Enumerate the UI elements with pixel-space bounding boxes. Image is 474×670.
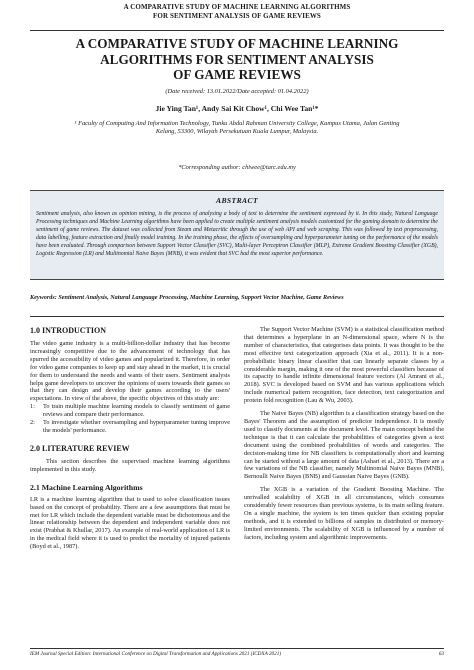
- objective-item: [30, 403, 230, 419]
- affiliation: ¹ Faculty of Computing And Information Technology, Tunku Abdul Rahman University College, Kampus Utama, Jalan Genting Kelang, 53300, Wilayah Persekutuan Kuala Lumpur, Malaysia.: [74, 120, 400, 136]
- title-line3: OF GAME REVIEWS: [173, 67, 301, 83]
- abstract-box: [30, 190, 444, 280]
- authors-line: Jie Ying Tan¹, Andy Sai Kit Chow¹, Chi Wee Tan¹*: [155, 104, 319, 113]
- objective-text: To investigate whether oversampling and hyperparameter tuning improve the models' performance.: [43, 419, 230, 434]
- keywords-divider: [30, 316, 444, 317]
- title-line2: ALGORITHMS FOR SENTIMENT ANALYSIS: [100, 51, 374, 67]
- objective-text: To train multiple machine learning models to classify sentiment of game reviews and compare their performance.: [43, 403, 230, 419]
- objective-number: 2:: [30, 419, 35, 427]
- corresponding-author: *Corresponding author: chiwee@tarc.edu.my: [178, 164, 296, 171]
- running-head: [0, 3, 474, 20]
- header-divider: [30, 30, 444, 31]
- paper-title: [0, 36, 474, 83]
- literature-paragraph: This section describes the supervised machine learning algorithms implemented in this study.: [30, 457, 230, 473]
- intro-heading: 1.0 INTRODUCTION: [30, 326, 107, 335]
- svm-paragraph: The Support Vector Machine (SVM) is a statistical classification method that determines a hyperplane in an N-dimensional space, where N is the number of characteristics, that categorises data points. It was thought to be the most effective text categorization approach (Xia et al., 2011). It is a non-probabilistic binary linear classifier that can linearly separate classes by a considerable margin, making it one of the most powerful classifiers because of its capacity to handle infinite dimensional feature vectors (Al Amrani et al., 2018). SVC is developed based on SVM and has various applications which include numerical pattern recognition, face detection, text categorization and protein fold recognition (Lau & Wu, 2003).: [244, 326, 444, 405]
- intro-paragraph: The video game industry is a multi-billion-dollar industry that has become increasingly competitive due to the advancement of technology that has spurred the accessibility of video games and popularized it. Therefore, in order for video game companies to keep up and stay ahead in the market, it is crucial for them to understand the needs and wants of their users. Sentiment analysis helps game developers to uncover the opinions of users towards their games so that they can design and develop their games according to the users' expectations. In view of the above, the specific objectives of this study are:: [30, 340, 230, 403]
- xgb-paragraph: The XGB is a variation of the Gradient Boosting Machine. The unrivalled scalability of XGB in all circumstances, which consumes considerably fewer resources than previous systems, is its main selling feature. On a single machine, the system is ten times quicker than existing popular methods, and it is extended to billions of samples in distributed or memory-limited environments. The scalability of XGB is influenced by a number of factors, including system and algorithmic improvements.: [244, 486, 444, 541]
- footer-divider: [30, 648, 444, 649]
- objective-item: [30, 419, 230, 435]
- literature-heading: 2.0 LITERATURE REVIEW: [30, 443, 130, 453]
- running-head-line2: FOR SENTIMENT ANALYSIS OF GAME REVIEWS: [153, 11, 321, 20]
- abstract-heading: ABSTRACT: [215, 196, 259, 205]
- naive-bayes-paragraph: The Naive Bayes (NB) algorithm is a classification strategy based on the Bayes' Theorem and the assumption of predictor independence. It is mostly used to classify documents at the document level. The main concept behind the technique is that it can calculate the probabilities of categories given a text document using the combined probabilities of words and categories. The decision-making time for NB classifiers is computationally short and learning can be started without a large amount of data (Ashari et al., 2013). There are a few variations of the NB classifier, namely Multinomial Naive Bayes (MNB), Bernoulli Naive Bayes (BNB) and Gaussian Naive Bayes (GNB).: [244, 410, 444, 481]
- keywords: Keywords: Sentiment Analysis, Natural Language Processing, Machine Learning, Support Vector Machine, Game Reviews: [30, 294, 344, 301]
- running-head-line1: A COMPARATIVE STUDY OF MACHINE LEARNING ALGORITHMS: [123, 3, 351, 11]
- footer-journal: IEM Journal Special Edition: International Conference on Digital Transformation and Applications 2021 (ICDXA 2021): [30, 651, 282, 657]
- title-line1: A COMPARATIVE STUDY OF MACHINE LEARNING: [75, 36, 399, 51]
- left-column: [30, 326, 230, 551]
- lr-paragraph: LR is a machine learning algorithm that is used to solve classification issues based on the concept of probability. There are a few assumptions that must be met for LR which include the dependent variable must be dichotomous and the linear relationship between the dependent and independent variable does not exist (Prabhat & Khullar, 2017). An example of real-world application of LR is in the medical field where it is used to predict the mortality of injured patients (Boyd et al., 1987).: [30, 495, 230, 551]
- abstract-text: Sentiment analysis, also known as opinion mining, is the process of analysing a body of text to determine the sentiment expressed by it. In this study, Natural Language Processing techniques and Machine Learning algorithms have been applied to create multiple sentiment analysis models customized for the gaming domain to determine the sentiment of game reviews. The dataset was collected from Steam and Metacritic through the use of web API and web scraping. This was followed by text preprocessing, data labelling, feature extraction and finally model training. In the training phase, the effects of oversampling and hyperparameter tuning on the performance of the models have been evaluated. Through comparison between Support Vector Classifier (SVC), Multi-layer Perceptron Classifier (MLP), Extreme Gradient Boosting Classifier (XGB), Logistic Regression (LR) and Multinomial Naive Bayes (MNB), it was evident that SVC had the most superior performance.: [36, 211, 438, 257]
- page-number: 63: [438, 651, 444, 657]
- objective-number: 1:: [30, 403, 35, 411]
- ml-algorithms-heading: 2.1 Machine Learning Algorithms: [30, 482, 143, 492]
- right-column: [244, 326, 444, 542]
- page-footer: [30, 651, 444, 657]
- dates-line: (Date received: 13.01.2022/Date accepted: 01.04.2022): [165, 88, 309, 95]
